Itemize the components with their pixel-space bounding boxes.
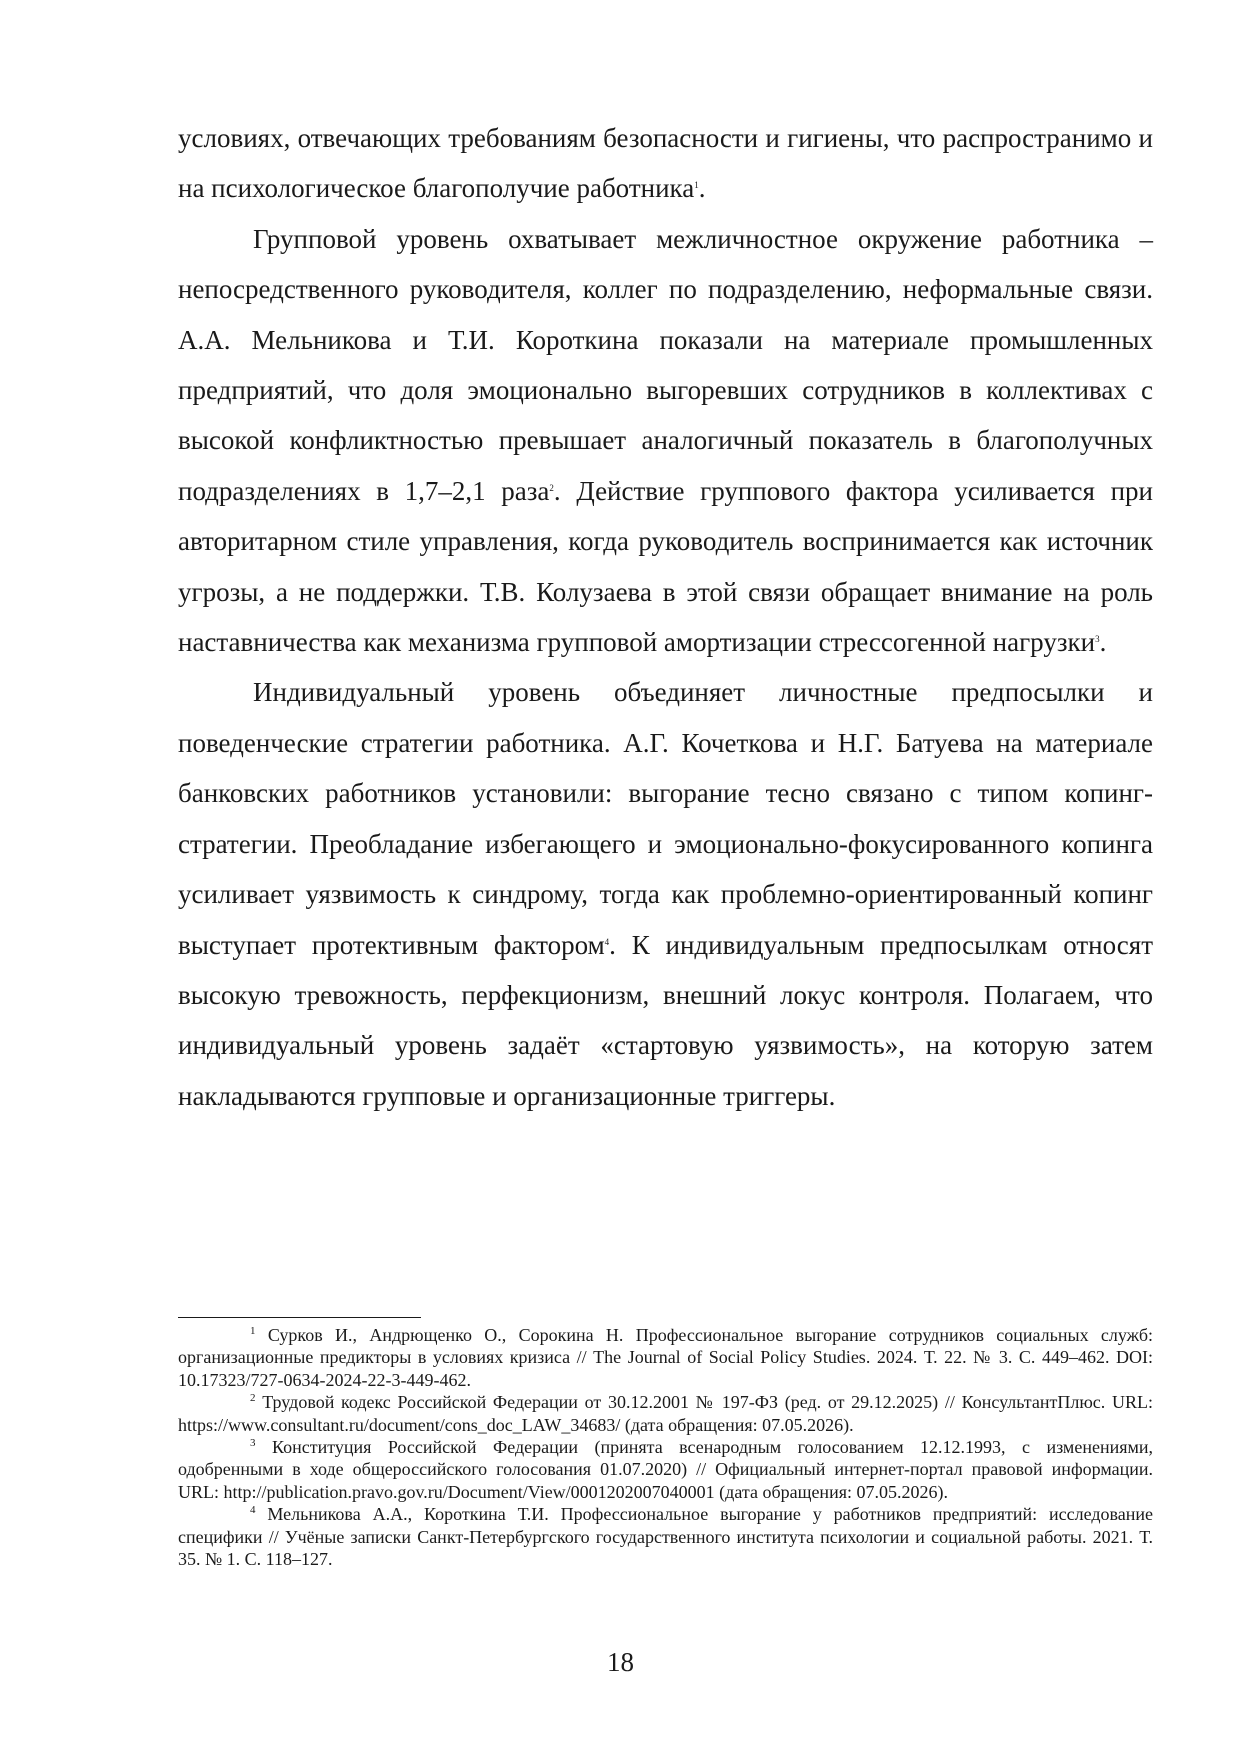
footnote-reference[interactable]: 3 (1095, 634, 1100, 645)
footnote-text: Сурков И., Андрющенко О., Сорокина Н. Профессиональное выгорание сотрудников социальных служб: организационные предикторы в условиях кризиса // The Journal of Social Policy Studies. 2024. Т. 22. № 3. С. 449–462. DOI: 10.17323/727-0634-2024-22-3-449-462. (178, 1325, 1154, 1390)
footnote-reference[interactable]: 2 (549, 482, 554, 493)
paragraph-individual-level (178, 667, 1153, 1121)
footnote-number: 2 (250, 1392, 256, 1405)
footnote-3 (178, 1436, 1153, 1503)
paragraph-text: . К индивидуальным предпосылкам относят высокую тревожность, перфекционизм, внешний локус контроля. Полагаем, что индивидуальный уровень задаёт «стартовую уязвимость», на которую затем накладываются групповые и организационные триггеры. (178, 929, 1153, 1111)
paragraph-end: . (1099, 627, 1107, 658)
footnote-text: Трудовой кодекс Российской Федерации от 30.12.2001 № 197-ФЗ (ред. от 29.12.2025) // КонсультантПлюс. URL: https://www.consultant.ru/document/cons_doc_LAW_34683/ (дата обращения: 07.05.2026). (178, 1392, 1153, 1435)
paragraph-continuation (178, 113, 1153, 214)
footnote-reference[interactable]: 1 (694, 180, 699, 191)
footnote-reference[interactable]: 4 (604, 936, 610, 947)
paragraph-text: Групповой уровень охватывает межличностное окружение работника – непосредственного руководителя, коллег по подразделению, неформальные связи. А.А. Мельникова и Т.И. Короткина показали на материале промышленных предприятий, что доля эмоционально выгоревших сотрудников в коллективах с высокой конфликтностью превышает аналогичный показатель в благополучных подразделениях в 1,7–2,1 раза (178, 223, 1153, 506)
footnote-2 (178, 1391, 1153, 1436)
paragraph-text: условиях, отвечающих требованиям безопасности и гигиены, что распространимо и на психологическое благополучие работника (178, 123, 1153, 204)
page-number: 18 (607, 1647, 634, 1677)
paragraph-group-level (178, 214, 1153, 668)
footnote-1 (178, 1324, 1153, 1391)
paragraph-text: Индивидуальный уровень объединяет личностные предпосылки и поведенческие стратегии работника. А.Г. Кочеткова и Н.Г. Батуева на материале банковских работников установили: выгорание тесно связано с типом копинг-стратегии. Преобладание избегающего и эмоционально-фокусированного копинга усиливает уязвимость к синдрому, тогда как проблемно-ориентированный копинг выступает протективным фактором (178, 677, 1153, 960)
footnote-separator (178, 1317, 421, 1318)
main-text (178, 113, 1153, 1121)
footnotes (178, 1324, 1153, 1570)
paragraph-text: . Действие группового фактора усиливается при авторитарном стиле управления, когда руководитель воспринимается как источник угрозы, а не поддержки. Т.В. Колузаева в этой связи обращает внимание на роль наставничества как механизма групповой амортизации стрессогенной нагрузки (178, 475, 1153, 658)
footnote-number: 4 (250, 1504, 256, 1517)
footnote-text: Мельникова А.А., Короткина Т.И. Профессиональное выгорание у работников предприятий: исследование специфики // Учёные записки Санкт-Петербургского государственного института психологии и социальной работы. 2021. Т. 35. № 1. С. 118–127. (178, 1504, 1154, 1570)
paragraph-end: . (698, 173, 706, 204)
footnote-number: 1 (250, 1325, 256, 1337)
footnote-text: Конституция Российской Федерации (принята всенародным голосованием 12.12.1993, с изменениями, одобренными в ходе общероссийского голосования 01.07.2020) // Официальный интернет-портал правовой информации. URL: http://publication.pravo.gov.ru/Document/View/0001202007040001 (дата обращения: 07.05.2026). (178, 1437, 1154, 1502)
footnote-number: 3 (250, 1437, 256, 1450)
footnote-4 (178, 1503, 1153, 1570)
